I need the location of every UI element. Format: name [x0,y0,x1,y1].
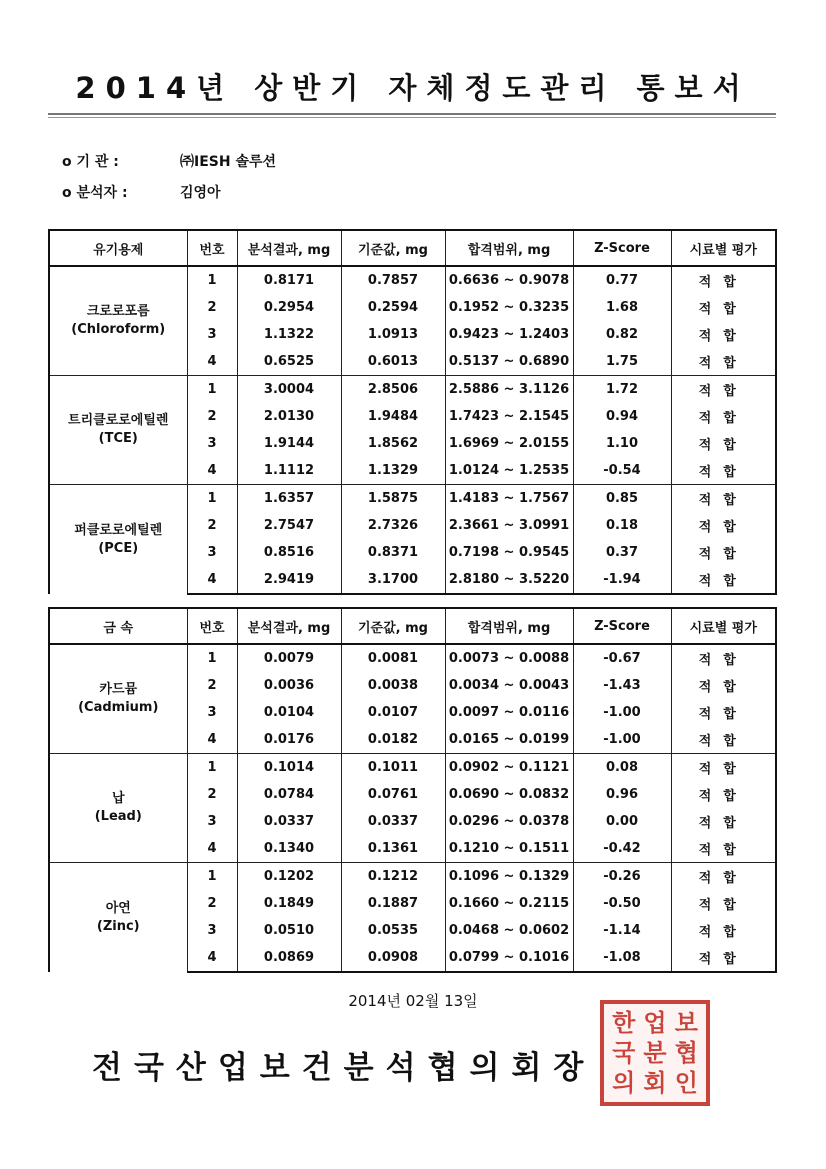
substance-name [49,644,187,754]
title-divider-thin [48,117,776,118]
sample-number: 2 [187,672,237,699]
analyst-label: o 분석자 : [62,185,128,201]
column-header: 분석결과, mg [237,608,341,644]
sample-number: 1 [187,863,237,891]
z-score: 1.10 [573,430,671,457]
acceptance-range: 0.0034 ~ 0.0043 [445,672,573,699]
sample-number: 3 [187,430,237,457]
acceptance-range: 0.0073 ~ 0.0088 [445,644,573,672]
analyst-line [62,182,221,202]
sample-number: 2 [187,781,237,808]
evaluation: 적합 [671,566,776,594]
analysis-result: 0.1849 [237,890,341,917]
org-label: o 기 관 : [62,154,119,170]
table-row [49,644,776,672]
acceptance-range: 0.9423 ~ 1.2403 [445,321,573,348]
reference-value: 0.7857 [341,266,445,294]
substance-korean-name: 퍼클로로에틸렌 [74,522,163,538]
analyst-value: 김영아 [180,185,221,201]
category-header: 금 속 [49,608,187,644]
sample-number: 3 [187,539,237,566]
sample-number: 4 [187,944,237,972]
evaluation: 적합 [671,348,776,376]
z-score: 0.00 [573,808,671,835]
z-score: 0.85 [573,485,671,513]
evaluation: 적합 [671,726,776,754]
column-header: 기준값, mg [341,230,445,266]
column-header: 분석결과, mg [237,230,341,266]
sample-number: 4 [187,726,237,754]
acceptance-range: 0.6636 ~ 0.9078 [445,266,573,294]
evaluation: 적합 [671,512,776,539]
evaluation: 적합 [671,539,776,566]
acceptance-range: 1.6969 ~ 2.0155 [445,430,573,457]
column-header: 시료별 평가 [671,230,776,266]
reference-value: 0.1887 [341,890,445,917]
issuer-name: 전국산업보건분석협의회장 [92,1050,596,1086]
column-header: 합격범위, mg [445,230,573,266]
seal-character: 보 [674,1009,698,1037]
z-score: 0.18 [573,512,671,539]
evaluation: 적합 [671,321,776,348]
reference-value: 0.0908 [341,944,445,972]
official-seal [600,1000,710,1106]
title-divider [48,113,776,115]
evaluation: 적합 [671,672,776,699]
evaluation: 적합 [671,430,776,457]
acceptance-range: 0.0468 ~ 0.0602 [445,917,573,944]
acceptance-range: 0.0690 ~ 0.0832 [445,781,573,808]
z-score: 0.37 [573,539,671,566]
substance-korean-name: 납 [111,791,125,806]
sample-number: 1 [187,266,237,294]
evaluation: 적합 [671,835,776,863]
reference-value: 0.0107 [341,699,445,726]
acceptance-range: 0.0902 ~ 0.1121 [445,754,573,782]
analysis-result: 3.0004 [237,376,341,404]
analysis-result: 1.1322 [237,321,341,348]
reference-value: 1.0913 [341,321,445,348]
sample-number: 2 [187,294,237,321]
org-value: ㈜IESH 솔루션 [180,154,277,170]
z-score: -1.00 [573,726,671,754]
z-score: 1.75 [573,348,671,376]
acceptance-range: 0.7198 ~ 0.9545 [445,539,573,566]
analysis-result: 0.8171 [237,266,341,294]
acceptance-range: 0.1210 ~ 0.1511 [445,835,573,863]
analysis-result: 1.9144 [237,430,341,457]
substance-name [49,266,187,376]
analysis-result: 1.6357 [237,485,341,513]
z-score: 0.82 [573,321,671,348]
sample-number: 1 [187,754,237,782]
sample-number: 2 [187,512,237,539]
seal-character: 한 [612,1009,636,1037]
table-row [49,754,776,782]
analysis-result: 0.6525 [237,348,341,376]
analysis-result: 0.0176 [237,726,341,754]
column-header: Z-Score [573,230,671,266]
analysis-result: 2.0130 [237,403,341,430]
sample-number: 1 [187,485,237,513]
substance-name [49,754,187,863]
reference-value: 0.0081 [341,644,445,672]
substance-korean-name: 트리클로로에틸렌 [68,413,169,428]
analysis-result: 0.0510 [237,917,341,944]
acceptance-range: 0.0165 ~ 0.0199 [445,726,573,754]
z-score: -0.50 [573,890,671,917]
reference-value: 0.0038 [341,672,445,699]
analysis-result: 0.0104 [237,699,341,726]
acceptance-range: 1.7423 ~ 2.1545 [445,403,573,430]
z-score: 0.96 [573,781,671,808]
z-score: -0.67 [573,644,671,672]
analysis-result: 0.0337 [237,808,341,835]
evaluation: 적합 [671,699,776,726]
metal-table [48,607,777,973]
analysis-result: 1.1112 [237,457,341,485]
seal-character: 회 [643,1069,667,1097]
column-header: 번호 [187,608,237,644]
z-score: -1.94 [573,566,671,594]
z-score: -1.00 [573,699,671,726]
reference-value: 0.0182 [341,726,445,754]
reference-value: 1.5875 [341,485,445,513]
z-score: 0.94 [573,403,671,430]
sample-number: 2 [187,403,237,430]
substance-english-name: (Zinc) [96,918,140,934]
acceptance-range: 0.0799 ~ 0.1016 [445,944,573,972]
org-line [62,151,276,171]
analysis-result: 0.0079 [237,644,341,672]
acceptance-range: 2.3661 ~ 3.0991 [445,512,573,539]
sample-number: 4 [187,348,237,376]
reference-value: 0.0535 [341,917,445,944]
evaluation: 적합 [671,485,776,513]
sample-number: 3 [187,917,237,944]
sample-number: 1 [187,376,237,404]
column-header: Z-Score [573,608,671,644]
reference-value: 2.8506 [341,376,445,404]
evaluation: 적합 [671,294,776,321]
analysis-result: 0.0784 [237,781,341,808]
seal-character: 업 [643,1009,667,1037]
acceptance-range: 0.0296 ~ 0.0378 [445,808,573,835]
substance-english-name: (Cadmium) [78,700,159,715]
sample-number: 3 [187,321,237,348]
z-score: 1.68 [573,294,671,321]
acceptance-range: 0.1952 ~ 0.3235 [445,294,573,321]
seal-character: 인 [674,1069,698,1097]
organic-solvent-table [48,229,777,595]
header-row [49,608,776,644]
issue-date: 2014년 02월 13일 [348,992,478,1010]
evaluation: 적합 [671,266,776,294]
reference-value: 0.8371 [341,539,445,566]
analysis-result: 0.8516 [237,539,341,566]
analysis-result: 0.0869 [237,944,341,972]
seal-character: 의 [612,1069,636,1097]
evaluation: 적합 [671,917,776,944]
sample-number: 2 [187,890,237,917]
substance-english-name: (TCE) [98,431,138,446]
acceptance-range: 1.4183 ~ 1.7567 [445,485,573,513]
reference-value: 0.1212 [341,863,445,891]
analysis-result: 0.1202 [237,863,341,891]
reference-value: 0.0337 [341,808,445,835]
acceptance-range: 0.5137 ~ 0.6890 [445,348,573,376]
analysis-result: 2.9419 [237,566,341,594]
reference-value: 3.1700 [341,566,445,594]
acceptance-range: 2.8180 ~ 3.5220 [445,566,573,594]
substance-korean-name: 카드뮴 [99,682,138,697]
reference-value: 0.0761 [341,781,445,808]
seal-character: 분 [643,1039,667,1067]
reference-value: 1.9484 [341,403,445,430]
reference-value: 1.8562 [341,430,445,457]
category-header: 유기용제 [49,230,187,266]
substance-english-name: (Chloroform) [71,322,166,337]
table-row [49,485,776,513]
column-header: 기준값, mg [341,608,445,644]
reference-value: 2.7326 [341,512,445,539]
sample-number: 3 [187,699,237,726]
evaluation: 적합 [671,457,776,485]
z-score: -1.43 [573,672,671,699]
acceptance-range: 2.5886 ~ 3.1126 [445,376,573,404]
substance-korean-name: 크로로포름 [86,304,150,319]
sample-number: 4 [187,457,237,485]
evaluation: 적합 [671,754,776,782]
reference-value: 0.6013 [341,348,445,376]
z-score: -1.14 [573,917,671,944]
page-title: 2014년 상반기 자체정도관리 통보서 [75,71,751,105]
header-row [49,230,776,266]
sample-number: 1 [187,644,237,672]
substance-english-name: (PCE) [98,540,139,556]
z-score: 0.77 [573,266,671,294]
z-score: 1.72 [573,376,671,404]
evaluation: 적합 [671,644,776,672]
analysis-result: 2.7547 [237,512,341,539]
evaluation: 적합 [671,808,776,835]
acceptance-range: 0.1660 ~ 0.2115 [445,890,573,917]
evaluation: 적합 [671,403,776,430]
z-score: -1.08 [573,944,671,972]
acceptance-range: 0.0097 ~ 0.0116 [445,699,573,726]
reference-value: 0.2594 [341,294,445,321]
column-header: 번호 [187,230,237,266]
analysis-result: 0.1014 [237,754,341,782]
evaluation: 적합 [671,781,776,808]
substance-name [49,485,187,595]
substance-korean-name: 아연 [105,900,131,916]
substance-english-name: (Lead) [94,809,142,824]
seal-character: 협 [674,1039,698,1067]
sample-number: 3 [187,808,237,835]
reference-value: 0.1011 [341,754,445,782]
analysis-result: 0.1340 [237,835,341,863]
z-score: 0.08 [573,754,671,782]
evaluation: 적합 [671,890,776,917]
z-score: -0.26 [573,863,671,891]
seal-character: 국 [612,1039,636,1067]
sample-number: 4 [187,566,237,594]
sample-number: 4 [187,835,237,863]
column-header: 시료별 평가 [671,608,776,644]
evaluation: 적합 [671,376,776,404]
z-score: -0.42 [573,835,671,863]
evaluation: 적합 [671,944,776,972]
acceptance-range: 1.0124 ~ 1.2535 [445,457,573,485]
column-header: 합격범위, mg [445,608,573,644]
analysis-result: 0.0036 [237,672,341,699]
table-row [49,266,776,294]
reference-value: 1.1329 [341,457,445,485]
substance-name [49,376,187,485]
substance-name [49,863,187,973]
z-score: -0.54 [573,457,671,485]
acceptance-range: 0.1096 ~ 0.1329 [445,863,573,891]
table-row [49,376,776,404]
reference-value: 0.1361 [341,835,445,863]
analysis-result: 0.2954 [237,294,341,321]
table-row [49,863,776,891]
evaluation: 적합 [671,863,776,891]
